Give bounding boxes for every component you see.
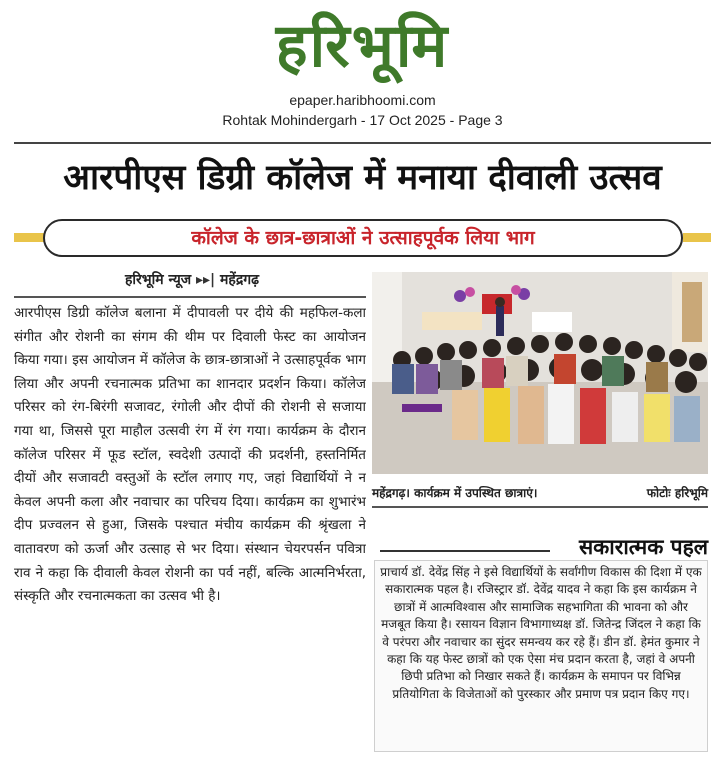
- photo-illustration: [372, 272, 708, 474]
- photo-caption: [372, 484, 708, 501]
- byline: [16, 268, 368, 292]
- byline-source: हरिभूमि न्यूज: [124, 272, 192, 288]
- article-subheadline: कॉलेज के छात्र-छात्राओं ने उत्साहपूर्वक लिया भाग: [43, 219, 683, 257]
- article-headline: आरपीएस डिग्री कॉलेज में मनाया दीवाली उत्सव: [63, 158, 662, 198]
- divider: [14, 296, 366, 298]
- divider: [372, 506, 708, 508]
- caption-text: महेंद्रगढ़। कार्यक्रम में उपस्थित छात्राएं।: [372, 486, 538, 500]
- byline-arrows-icon: ▸▸|: [195, 272, 216, 288]
- masthead-logo: हरिभूमि: [275, 11, 450, 81]
- photo-credit: फोटोः हरिभूमि: [646, 486, 708, 500]
- edition-info: Rohtak Mohindergarh - 17 Oct 2025 - Page 3: [222, 112, 503, 128]
- divider: [14, 142, 711, 144]
- article-body: आरपीएस डिग्री कॉलेज बलाना में दीपावली पर दीये की महफिल-कला संगीत और रोशनी का संगम की थीम पर दिवाली फेस्ट का आयोजन किया गया। इस आयोजन में कॉलेज के छात्र-छात्राओं ने उत्साहपूर्वक भाग लिया और अपनी रचनात्मक प्रतिभा का शानदार प्रदर्शन किया। कॉलेज परिसर को रंग-बिरंगी सजावट, रंगोली और दीपों की रोशनी से सजाया गया था, जिससे पूरा माहौल उत्सवी रंग में रंग गया। कार्यक्रम के दौरान कॉलेज परिसर में फूड स्टॉल, स्वदेशी उत्पादों की प्रदर्शनी, हस्तनिर्मित दीयों और सजावटी वस्तुओं के स्टॉल लगाए गए, जहां विद्यार्थियों ने न केवल अपनी कला और नवाचार का परिचय दिया। कार्यक्रम का शुभारंभ दीप प्रज्वलन से हुआ, जिसके पश्चात मंचीय कार्यक्रम की श्रृंखला ने वातावरण को ऊर्जा और उत्साह से भर दिया। संस्थान चेयरपर्सन पवित्रा राव ने कहा कि दीवाली केवल रोशनी का पर्व नहीं, बल्कि आत्मनिर्भरता, संस्कृति और रचनात्मकता का उत्सव भी है।: [14, 305, 366, 605]
- accent-bar-left: [14, 233, 46, 242]
- sidebar-body: प्राचार्य डॉ. देवेंद्र सिंह ने इसे विद्यार्थियों के सर्वांगीण विकास की दिशा में एक सकारात्मक पहल है। रजिस्ट्रार डॉ. देवेंद्र यादव ने कहा कि इस कार्यक्रम ने छात्रों में आत्मविश्वास और सामाजिक सहभागिता की भावना को और मजबूत किया है। रसायन विज्ञान विभागाध्यक्ष डॉ. जितेन्द्र जिंदल ने कहा कि वे परंपरा और नवाचार का सुंदर समन्वय कर रहे हैं। डीन डॉ. हेमंत कुमार ने कहा कि यह फेस्ट छात्रों को एक ऐसा मंच प्रदान करता है, जहां वे अपनी छिपी प्रतिभा को निखार सकते हैं। कार्यक्रम के समापन पर विभिन्न प्रतियोगिता के विजेताओं को पुरस्कार और प्रमाण पत्र प्रदान किए गए।: [374, 560, 708, 752]
- byline-location: महेंद्रगढ़: [220, 272, 260, 288]
- sidebar-title: सकारात्मक पहल: [578, 535, 708, 559]
- article-photo: [372, 272, 708, 474]
- accent-bar-right: [683, 233, 711, 242]
- site-url[interactable]: epaper.haribhoomi.com: [289, 92, 436, 108]
